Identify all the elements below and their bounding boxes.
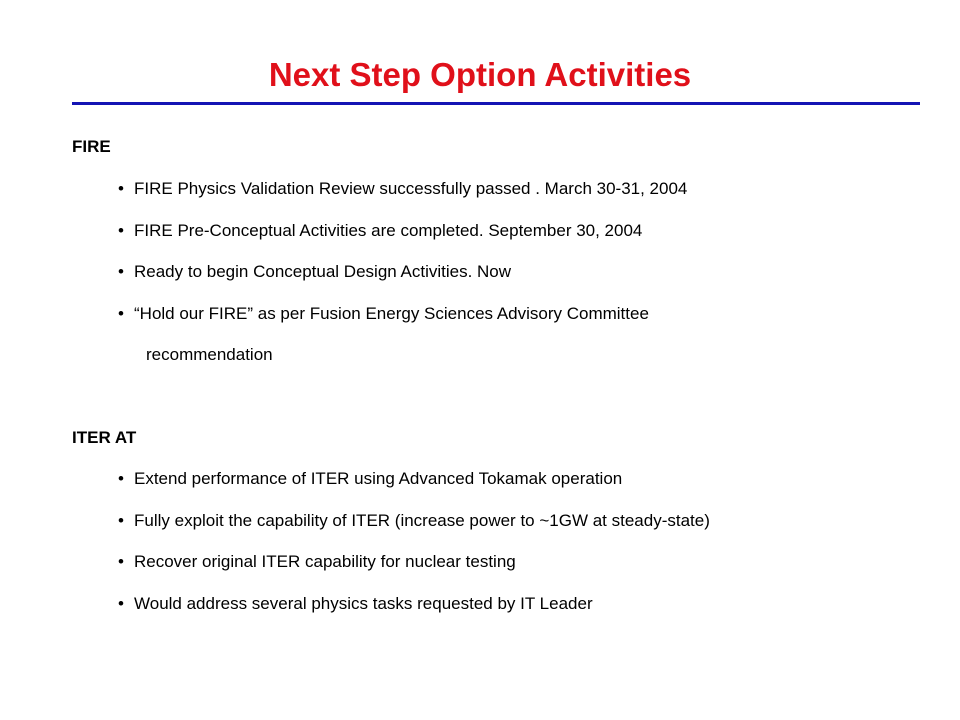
slide-title: Next Step Option Activities <box>268 56 692 93</box>
bullet-icon: • <box>118 552 124 571</box>
bullet-icon: • <box>118 469 124 488</box>
bullet-text: “Hold our FIRE” as per Fusion Energy Sciences Advisory Committee <box>134 303 649 323</box>
bullet-icon: • <box>118 510 124 530</box>
list-item <box>118 179 687 199</box>
bullet-icon: • <box>118 303 124 323</box>
bullet-icon: • <box>118 179 124 198</box>
bullet-icon: • <box>118 220 124 240</box>
list-item <box>118 511 710 531</box>
bullet-icon: • <box>118 262 124 281</box>
bullet-text-continuation: recommendation <box>146 344 273 364</box>
section-heading-fire: FIRE <box>72 137 111 156</box>
list-item <box>118 552 710 572</box>
fire-bullet-list <box>118 179 687 386</box>
list-item <box>118 594 710 614</box>
bullet-text: FIRE Pre-Conceptual Activities are completed. September 30, 2004 <box>134 220 643 240</box>
list-item <box>118 221 687 241</box>
bullet-text: FIRE Physics Validation Review successfully passed . March 30-31, 2004 <box>134 179 688 198</box>
title-underline <box>72 102 920 105</box>
iter-bullet-list <box>118 469 710 635</box>
bullet-text: Recover original ITER capability for nuclear testing <box>134 552 516 571</box>
bullet-text: Extend performance of ITER using Advanced Tokamak operation <box>134 469 623 488</box>
list-item <box>118 304 687 365</box>
bullet-icon: • <box>118 593 124 613</box>
list-item <box>118 469 710 489</box>
list-item <box>118 262 687 282</box>
bullet-text: Fully exploit the capability of ITER (increase power to ~1GW at steady-state) <box>134 510 710 530</box>
bullet-text: Would address several physics tasks requested by IT Leader <box>134 593 593 613</box>
bullet-text: Ready to begin Conceptual Design Activities. Now <box>134 262 512 281</box>
section-heading-iter-at: ITER AT <box>72 428 137 447</box>
